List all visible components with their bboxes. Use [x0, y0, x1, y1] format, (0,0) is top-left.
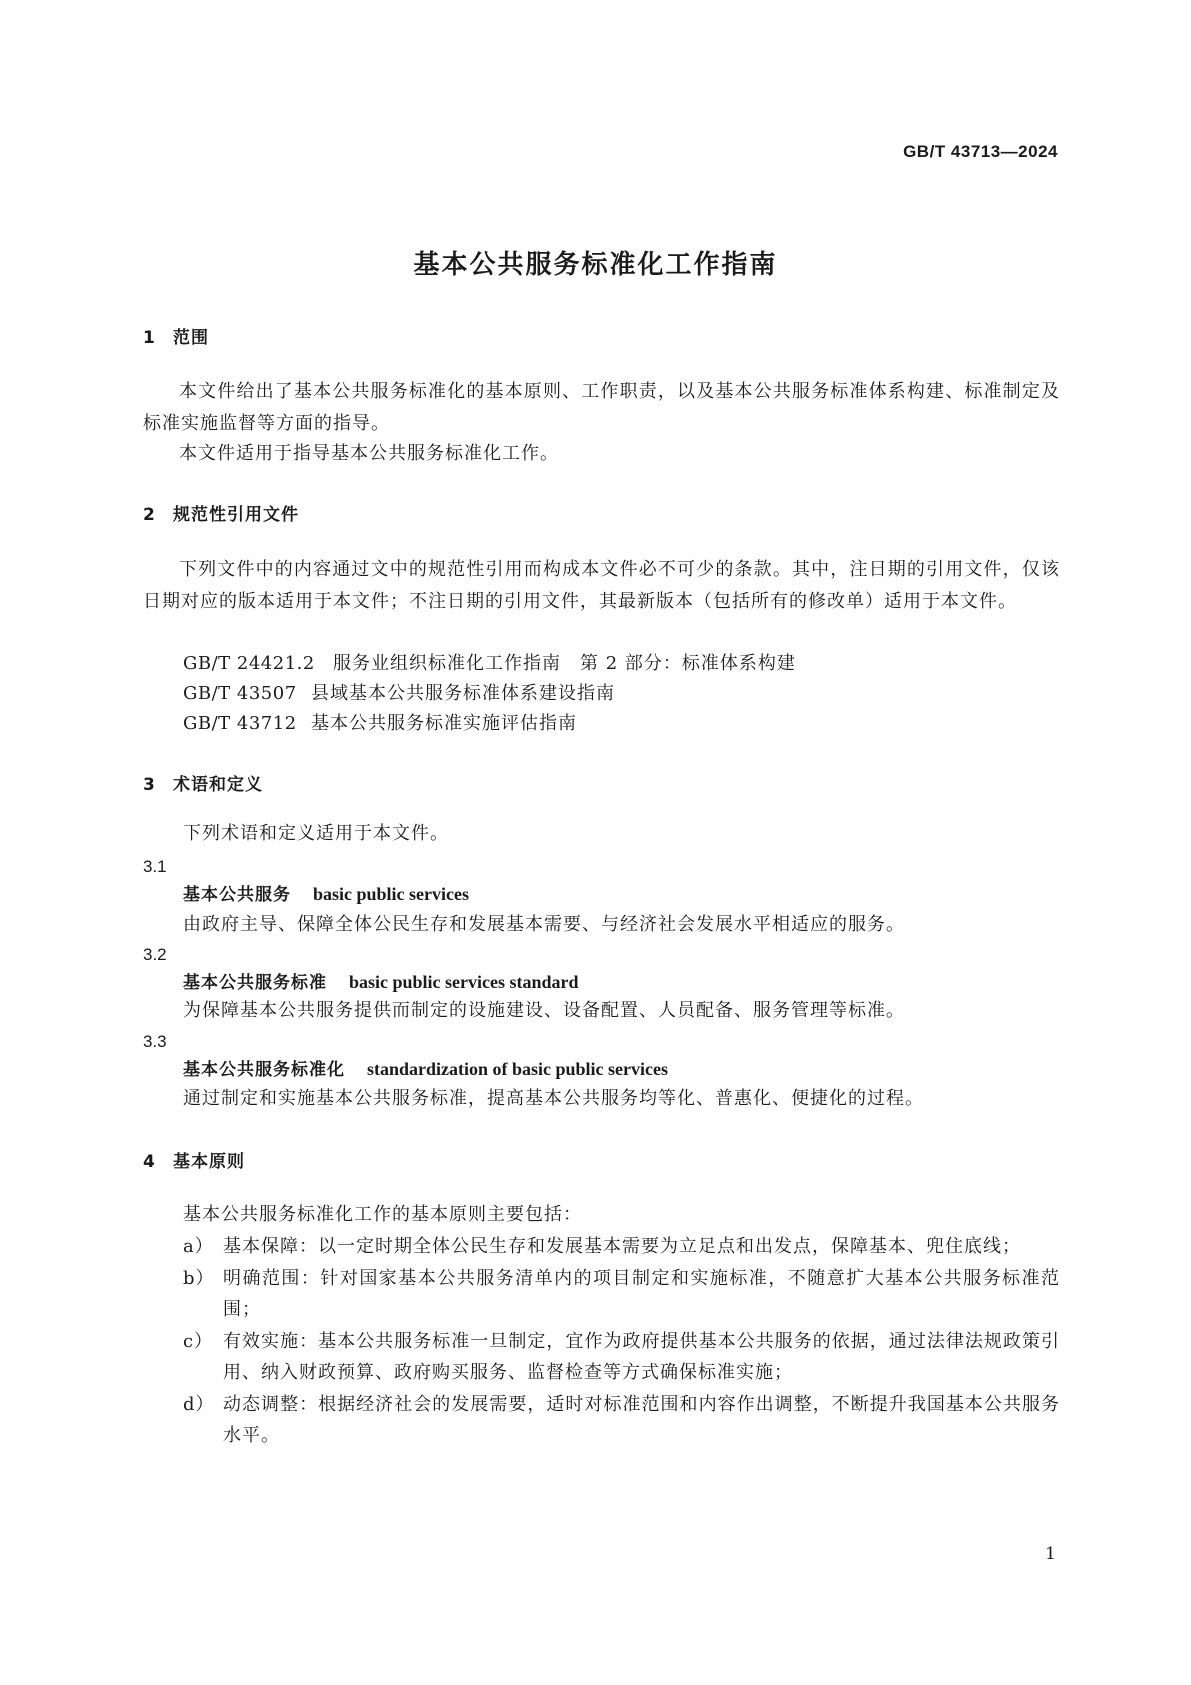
section-title: 基本原则 [173, 1152, 245, 1172]
section-number: 1 [143, 328, 156, 348]
term-definition: 由政府主导、保障全体公民生存和发展基本需要、与经济社会发展水平相适应的服务。 [183, 914, 905, 935]
term-english: basic public services [313, 884, 469, 904]
reference-code: GB/T 43712 [183, 713, 297, 734]
list-text: 明确范围：针对国家基本公共服务清单内的项目制定和实施标准，不随意扩大基本公共服务标准范围； [223, 1267, 1060, 1320]
document-title: 基本公共服务标准化工作指南 [413, 250, 778, 280]
section-2-heading [143, 500, 299, 525]
section-3-heading [143, 770, 263, 795]
term-number: 3.1 [143, 857, 167, 876]
section-number: 2 [143, 505, 156, 525]
term-english: basic public services standard [349, 972, 579, 992]
term-entry [183, 1054, 668, 1087]
term-number: 3.2 [143, 945, 167, 964]
principles-list [183, 1231, 1060, 1452]
section-3-intro: 下列术语和定义适用于本文件。 [183, 823, 449, 844]
term-definition: 为保障基本公共服务提供而制定的设施建设、设备配置、人员配备、服务管理等标准。 [183, 1000, 905, 1021]
section-title: 规范性引用文件 [173, 505, 299, 525]
list-text: 有效实施：基本公共服务标准一旦制定，宜作为政府提供基本公共服务的依据，通过法律法规政策引用、纳入财政预算、政府购买服务、监督检查等方式确保标准实施； [223, 1330, 1060, 1383]
term-number: 3.3 [143, 1032, 167, 1051]
term-english: standardization of basic public services [367, 1059, 669, 1079]
reference-title: 县域基本公共服务标准体系建设指南 [311, 683, 615, 704]
list-item [183, 1231, 1060, 1263]
section-1-paragraph-1: 本文件给出了基本公共服务标准化的基本原则、工作职责，以及基本公共服务标准体系构建、标准制定及标准实施监督等方面的指导。 [143, 381, 1060, 434]
list-item [183, 1389, 1060, 1452]
section-number: 4 [143, 1152, 156, 1172]
normative-reference [183, 678, 615, 710]
term-chinese: 基本公共服务标准化 [183, 1060, 345, 1080]
section-4-intro: 基本公共服务标准化工作的基本原则主要包括： [183, 1204, 582, 1225]
reference-code: GB/T 43507 [183, 683, 297, 704]
term-definition: 通过制定和实施基本公共服务标准，提高基本公共服务均等化、普惠化、便捷化的过程。 [183, 1088, 924, 1109]
reference-title: 服务业组织标准化工作指南 第 2 部分：标准体系构建 [333, 653, 796, 674]
list-text: 基本保障：以一定时期全体公民生存和发展基本需要为立足点和出发点，保障基本、兜住底线； [223, 1236, 1021, 1257]
normative-reference [183, 648, 796, 680]
list-marker: c） [183, 1330, 214, 1352]
section-title: 术语和定义 [173, 775, 263, 795]
page-number: 1 [1045, 1544, 1056, 1564]
normative-reference [183, 708, 577, 740]
list-text: 动态调整：根据经济社会的发展需要，适时对标准范围和内容作出调整，不断提升我国基本公共服务水平。 [223, 1393, 1060, 1446]
list-item [183, 1263, 1060, 1326]
list-marker: d） [183, 1393, 215, 1415]
section-2-paragraph: 下列文件中的内容通过文中的规范性引用而构成本文件必不可少的条款。其中，注日期的引用文件，仅该日期对应的版本适用于本文件；不注日期的引用文件，其最新版本（包括所有的修改单）适用于本文件。 [143, 559, 1060, 612]
list-marker: b） [183, 1267, 215, 1289]
list-item [183, 1326, 1060, 1389]
term-entry [183, 879, 469, 912]
section-title: 范围 [173, 328, 209, 348]
standard-code: GB/T 43713—2024 [903, 142, 1058, 161]
reference-code: GB/T 24421.2 [183, 653, 315, 674]
term-chinese: 基本公共服务标准 [183, 973, 327, 993]
term-chinese: 基本公共服务 [183, 885, 291, 905]
reference-title: 基本公共服务标准实施评估指南 [311, 713, 577, 734]
section-number: 3 [143, 775, 156, 795]
section-4-heading [143, 1147, 245, 1172]
list-marker: a） [183, 1236, 214, 1257]
section-1-heading [143, 323, 209, 348]
section-1-paragraph-2: 本文件适用于指导基本公共服务标准化工作。 [179, 443, 559, 464]
